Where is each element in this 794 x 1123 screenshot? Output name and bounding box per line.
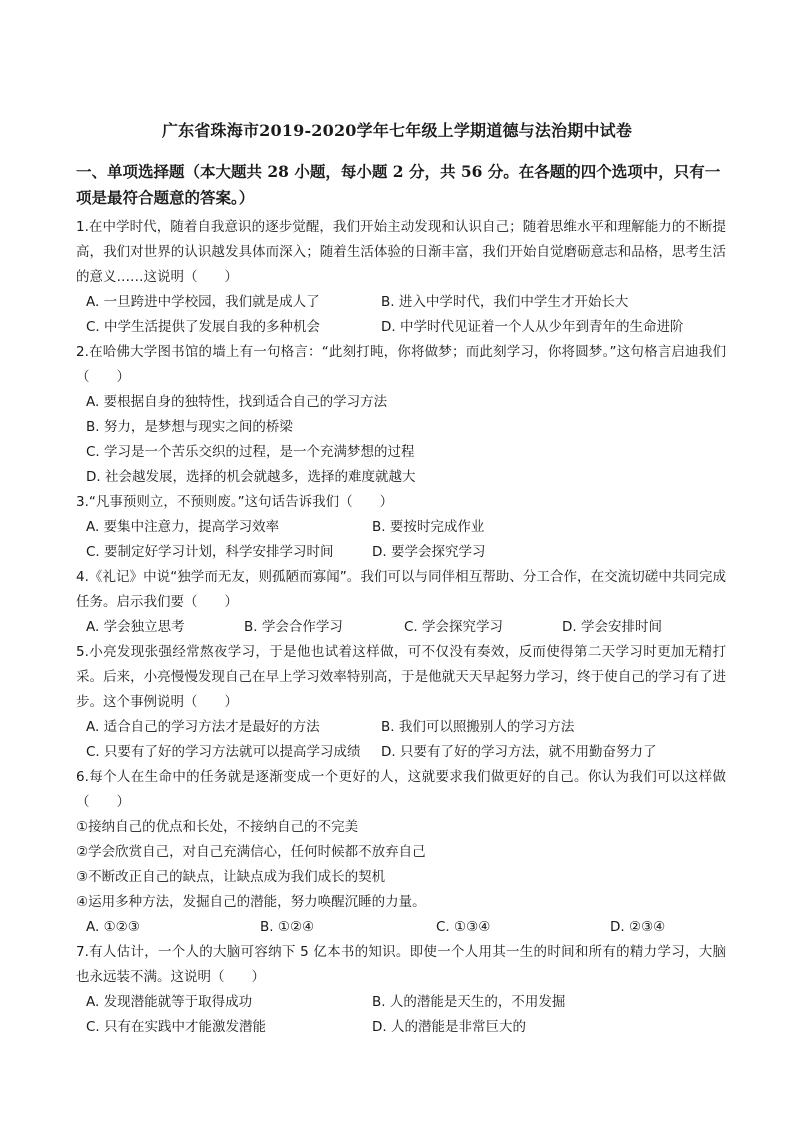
question-7-options-row-1 — [76, 990, 726, 1015]
question-6-option-b: B. ①②④ — [260, 919, 315, 935]
question-7-options-row-2 — [76, 1015, 726, 1040]
question-6-option-a: A. ①②③ — [86, 919, 140, 935]
question-5-option-b: B. 我们可以照搬别人的学习方法 — [381, 719, 575, 735]
question-3-options-row-2 — [76, 540, 726, 565]
question-5-option-c: C. 只要有了好的学习方法就可以提高学习成绩 — [86, 744, 361, 760]
question-6-statement-4: ④运用多种方法，发掘自己的潜能，努力唤醒沉睡的力量。 — [76, 894, 426, 910]
question-4-option-c: C. 学会探究学习 — [404, 619, 504, 635]
question-2-option-a: A. 要根据自身的独特性，找到适合自己的学习方法 — [86, 394, 388, 410]
question-2-text: 2.在哈佛大学图书馆的墙上有一句格言：“此刻打盹，你将做梦；而此刻学习，你将圆梦。”这句格言启迪我们（ ） — [76, 344, 726, 385]
question-6-text: 6.每个人在生命中的任务就是逐渐变成一个更好的人，这就要求我们做更好的自己。你认为我们可以这样做（ ） — [76, 769, 726, 810]
question-5-option-a: A. 适合自己的学习方法才是最好的方法 — [86, 719, 320, 735]
question-1-option-d: D. 中学时代见证着一个人从少年到青年的生命进阶 — [381, 319, 684, 335]
question-7-option-c: C. 只有在实践中才能激发潜能 — [86, 1019, 267, 1035]
question-4-option-a: A. 学会独立思考 — [86, 619, 185, 635]
question-3-option-a: A. 要集中注意力，提高学习效率 — [86, 519, 280, 535]
section-heading-line-2: 项是最符合题意的答案。） — [76, 188, 255, 207]
question-5-options-row-1 — [76, 715, 726, 740]
question-3-text: 3.“凡事预则立，不预则废。”这句话告诉我们（ ） — [76, 494, 394, 510]
question-2-option-b: B. 努力，是梦想与现实之间的桥梁 — [86, 419, 293, 435]
question-4-text: 4.《礼记》中说“独学而无友，则孤陋而寡闻”。我们可以与同伴相互帮助、分工合作，在交流切磋中共同完成任务。启示我们要（ ） — [76, 569, 726, 610]
question-6-statement-2: ②学会欣赏自己，对自己充满信心，任何时候都不放弃自己 — [76, 844, 426, 860]
question-1-option-b: B. 进入中学时代，我们中学生才开始长大 — [381, 294, 629, 310]
question-6-options-row — [76, 915, 726, 940]
exam-title: 广东省珠海市2019-2020学年七年级上学期道德与法治期中试卷 — [161, 121, 633, 140]
question-1-options-row-2 — [76, 315, 726, 340]
question-6-option-c: C. ①③④ — [436, 919, 491, 935]
question-3-options-row-1 — [76, 515, 726, 540]
question-3-option-d: D. 要学会探究学习 — [372, 544, 486, 560]
question-5-options-row-2 — [76, 740, 726, 765]
question-1-option-a: A. 一旦跨进中学校园，我们就是成人了 — [86, 294, 320, 310]
question-6-statement-3: ③不断改正自己的缺点，让缺点成为我们成长的契机 — [76, 869, 386, 885]
section-heading-line-1: 一、单项选择题（本大题共 28 小题，每小题 2 分，共 56 分。在各题的四个选项中，只有一 — [76, 162, 721, 181]
question-5-option-d: D. 只要有了好的学习方法，就不用勤奋努力了 — [381, 744, 657, 760]
question-7-text: 7.有人估计，一个人的大脑可容纳下 5 亿本书的知识。即使一个人用其一生的时间和所有的精力学习，大脑也永远装不满。这说明（ ） — [76, 944, 726, 985]
question-7-option-a: A. 发现潜能就等于取得成功 — [86, 994, 253, 1010]
question-4-options-row — [76, 615, 726, 640]
question-2-option-d: D. 社会越发展，选择的机会就越多，选择的难度就越大 — [86, 469, 416, 485]
question-6-option-d: D. ②③④ — [610, 919, 666, 935]
question-3-option-c: C. 要制定好学习计划，科学安排学习时间 — [86, 544, 334, 560]
question-4-option-b: B. 学会合作学习 — [244, 619, 343, 635]
question-1-option-c: C. 中学生活提供了发展自我的多种机会 — [86, 319, 321, 335]
question-2-option-c: C. 学习是一个苦乐交织的过程，是一个充满梦想的过程 — [86, 444, 415, 460]
question-1-options-row-1 — [76, 290, 726, 315]
section-heading — [76, 159, 726, 211]
question-list — [76, 215, 726, 1040]
question-5-text: 5.小亮发现张强经常熬夜学习，于是他也试着这样做，可不仅没有奏效，反而使得第二天学习时更加无精打采。后来，小亮慢慢发现自己在早上学习效率特别高，于是他就天天早起努力学习，终于使自己的学习有了进步。这个事例说明（ ） — [76, 644, 726, 710]
question-1-text: 1.在中学时代，随着自我意识的逐步觉醒，我们开始主动发现和认识自己；随着思维水平和理解能力的不断提高，我们对世界的认识越发具体而深入；随着生活体验的日渐丰富，我们开始自觉磨砺意志和品格，思考生活的意义……这说明（ ） — [76, 219, 726, 285]
question-3-option-b: B. 要按时完成作业 — [372, 519, 485, 535]
question-4-option-d: D. 学会安排时间 — [562, 619, 662, 635]
question-7-option-b: B. 人的潜能是天生的，不用发掘 — [372, 994, 566, 1010]
question-7-option-d: D. 人的潜能是非常巨大的 — [372, 1019, 526, 1035]
question-6-statement-1: ①接纳自己的优点和长处，不接纳自己的不完美 — [76, 819, 359, 835]
